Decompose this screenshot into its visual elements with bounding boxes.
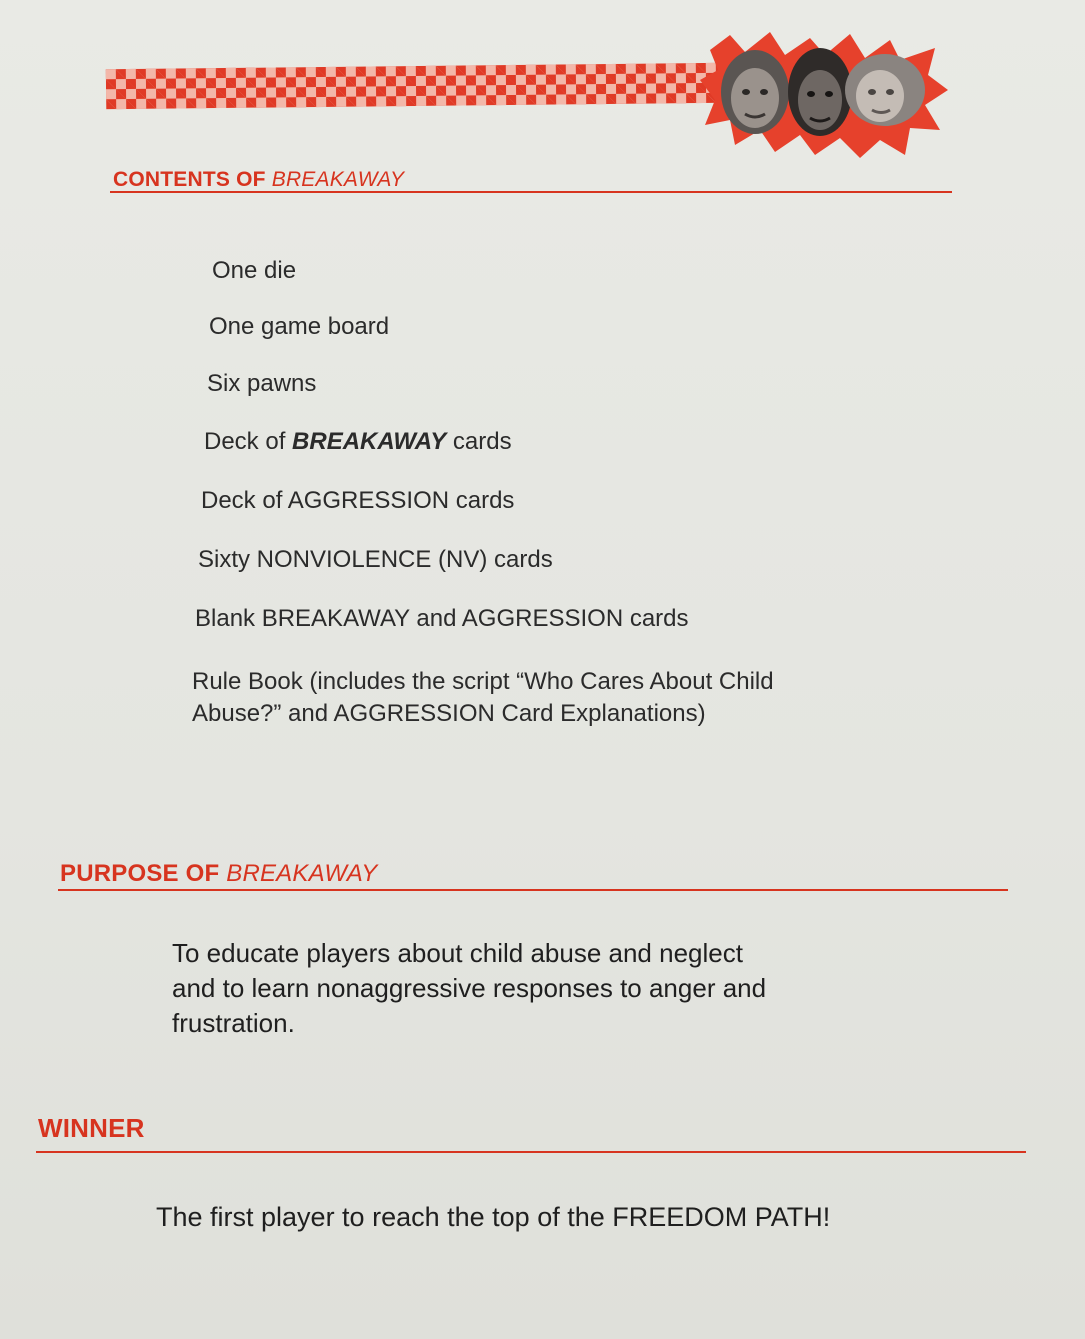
contents-item	[207, 370, 316, 398]
purpose-text	[172, 936, 766, 1041]
contents-heading	[113, 168, 404, 192]
contents-heading-title: BREAKAWAY	[271, 168, 405, 191]
winner-heading: WINNER	[38, 1113, 145, 1143]
contents-item-text: Rule Book (includes the script “Who Cares About Child	[192, 668, 774, 695]
contents-item	[204, 428, 512, 456]
contents-item-text: Sixty NONVIOLENCE (NV) cards	[198, 546, 553, 573]
contents-item-text: Six pawns	[207, 370, 317, 397]
contents-item-text: Deck of	[204, 428, 293, 455]
contents-item-emphasis: BREAKAWAY	[292, 428, 447, 455]
purpose-heading	[60, 860, 377, 888]
contents-item-text: One game board	[209, 313, 390, 340]
contents-heading-prefix: CONTENTS OF	[113, 168, 272, 191]
contents-item-text: Deck of AGGRESSION cards	[201, 487, 515, 514]
contents-item	[209, 313, 389, 341]
purpose-heading-title: BREAKAWAY	[226, 860, 378, 887]
contents-item	[198, 546, 553, 574]
contents-item-text: One die	[212, 257, 297, 284]
contents-item	[212, 257, 296, 285]
contents-item-text: Abuse?” and AGGRESSION Card Explanations)	[192, 700, 706, 727]
purpose-line: To educate players about child abuse and neglect	[172, 938, 743, 968]
contents-item	[192, 666, 774, 730]
checkered-banner-icon	[106, 63, 726, 109]
purpose-line: and to learn nonaggressive responses to anger and	[172, 973, 767, 1003]
winner-heading-rule	[36, 1151, 1026, 1153]
contents-item-text: Blank BREAKAWAY and AGGRESSION cards	[195, 605, 689, 632]
purpose-line: frustration.	[172, 1008, 295, 1038]
winner-text: The first player to reach the top of the FREEDOM PATH!	[156, 1202, 831, 1232]
contents-heading-rule	[110, 191, 952, 193]
purpose-heading-prefix: PURPOSE OF	[60, 860, 227, 887]
contents-item	[201, 487, 514, 515]
purpose-heading-rule	[58, 889, 1008, 891]
faces-collage-icon	[700, 30, 950, 160]
contents-item	[195, 605, 689, 633]
contents-item-text: cards	[446, 428, 512, 455]
